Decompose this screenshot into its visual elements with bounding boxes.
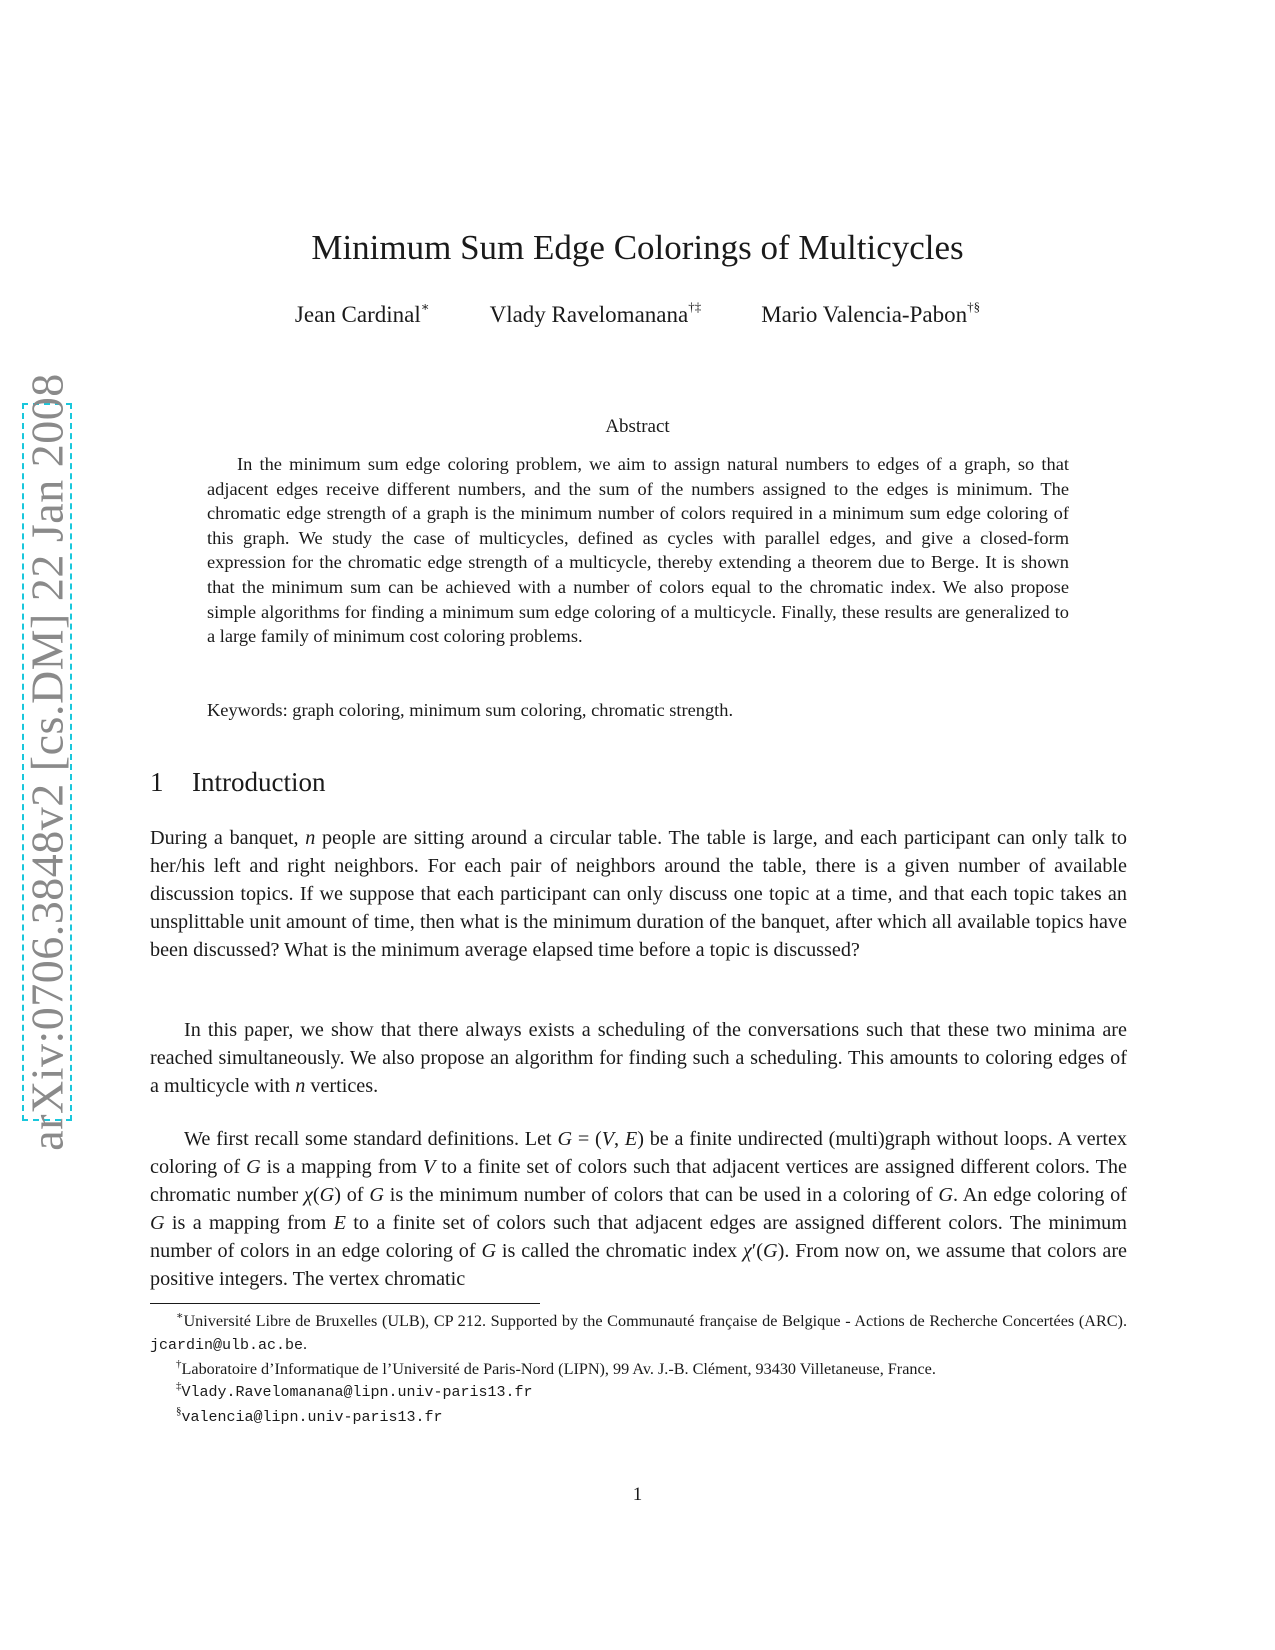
math-symbol: n (305, 827, 316, 849)
paragraph-text: is called the chromatic index (496, 1240, 743, 1263)
footnote-mark: † (176, 1357, 182, 1370)
footnotes (150, 1310, 1127, 1430)
author-3 (761, 299, 981, 328)
footnote-text: Laboratoire d’Informatique de l’Université de Paris-Nord (LIPN), 99 Av. J.-B. Clément, 93430 Villetaneuse, France. (181, 1359, 936, 1378)
math-symbol: G (150, 1212, 165, 1235)
math-symbol: G (938, 1184, 953, 1207)
math-symbol: G (557, 1128, 573, 1150)
footnote-email: Vlady.Ravelomanana@lipn.univ-paris13.fr (181, 1384, 533, 1402)
paragraph-text: ) of (334, 1184, 370, 1207)
intro-paragraph-3 (150, 1125, 1127, 1294)
footnote-email: valencia@lipn.univ-paris13.fr (181, 1409, 443, 1427)
paragraph-text: is a mapping from (164, 1212, 334, 1235)
author-1 (294, 299, 430, 328)
paragraph-text: ( (312, 1184, 320, 1207)
math-symbol: n (295, 1075, 306, 1098)
section-title: Introduction (192, 767, 326, 797)
math-symbol: G (319, 1184, 335, 1207)
author-marks: †‡ (688, 299, 702, 314)
paragraph-text: is a mapping from (260, 1156, 423, 1179)
footnote-tail: . (303, 1334, 308, 1353)
paragraph-text: = ( (572, 1128, 602, 1150)
math-symbol: χ (303, 1184, 313, 1207)
footnote-email: jcardin@ulb.ac.be (150, 1336, 304, 1354)
section-number: 1 (150, 767, 164, 797)
math-symbol: V (422, 1156, 436, 1179)
author-marks: †§ (967, 299, 981, 314)
paragraph-text: In this paper, we show that there always exists a scheduling of the conversations such that these two minima are reached simultaneously. We also propose an algorithm for finding such a scheduling. This amounts to coloring edges of a multicycle with (150, 1019, 1127, 1098)
math-symbol: V (601, 1128, 615, 1150)
author-marks: ∗ (420, 299, 430, 314)
paragraph-text: ). From now on, we assume that colors are positive integers. The vertex chromatic (150, 1240, 1128, 1291)
footnote-text: Université Libre de Bruxelles (ULB), CP 212. Supported by the Communauté française de Belgique - Actions de Recherche Concertées (ARC). (183, 1312, 1127, 1330)
footnote-3 (150, 1380, 1127, 1405)
math-symbol: E (333, 1212, 346, 1235)
arxiv-id: arXiv:0706.3848v2 [cs.DM] 22 Jan 2008 (21, 373, 73, 1151)
keywords: Keywords: graph coloring, minimum sum coloring, chromatic strength. (207, 700, 734, 720)
math-symbol: G (246, 1156, 261, 1179)
author-2 (489, 299, 702, 328)
footnote-rule (150, 1303, 540, 1304)
paragraph-text: to a finite set of colors such that adjacent vertices are assigned different colors. The chromatic number (150, 1156, 1127, 1207)
author-list (0, 299, 1275, 328)
footnote-4 (150, 1405, 1127, 1430)
author-name: Vlady Ravelomanana (489, 302, 689, 327)
paper-title: Minimum Sum Edge Colorings of Multicycles (311, 228, 964, 267)
abstract-text: In the minimum sum edge coloring problem, we aim to assign natural numbers to edges of a graph, so that adjacent edges receive different numbers, and the sum of the numbers assigned to the edges is minimum. The chromatic edge strength of a graph is the minimum number of colors required in a minimum sum edge coloring of this graph. We study the case of multicycles, defined as cycles with parallel edges, and give a closed-form expression for the chromatic edge strength of a multicycle, thereby extending a theorem due to Berge. It is shown that the minimum sum can be achieved with a number of colors equal to the chromatic index. We also propose simple algorithms for finding a minimum sum edge coloring of a multicycle. Finally, these results are generalized to a large family of minimum cost coloring problems. (207, 454, 1069, 647)
footnote-mark: § (176, 1405, 182, 1418)
author-name: Jean Cardinal (294, 302, 421, 327)
paragraph-text: We first recall some standard definitions. Let (184, 1128, 558, 1150)
intro-paragraph-1 (150, 824, 1127, 964)
paragraph-text: people are sitting around a circular table. The table is large, and each participant can only talk to her/his left and right neighbors. For each pair of neighbors around the table, there is a given number of available discussion topics. If we suppose that each participant can only discuss one topic at a time, and that each topic takes an unsplittable unit amount of time, then what is the minimum duration of the banquet, after which all available topics have been discussed? What is the minimum average elapsed time before a topic is discussed? (150, 827, 1127, 962)
math-symbol: χ (742, 1240, 752, 1263)
paragraph-text: ′( (751, 1240, 763, 1263)
footnote-1 (150, 1310, 1127, 1358)
paragraph-text: vertices. (305, 1075, 379, 1098)
intro-paragraph-2 (150, 1016, 1127, 1100)
math-symbol: G (369, 1184, 384, 1207)
paragraph-text: , (614, 1128, 625, 1150)
footnote-mark: ‡ (176, 1380, 182, 1393)
abstract-heading: Abstract (605, 416, 670, 437)
footnote-2 (150, 1358, 1127, 1381)
paragraph-text: During a banquet, (150, 827, 306, 849)
page-number: 1 (632, 1484, 643, 1505)
math-symbol: G (763, 1240, 778, 1263)
author-name: Mario Valencia-Pabon (761, 302, 968, 327)
paragraph-text: to a finite set of colors such that adjacent edges are assigned different colors. The minimum number of colors in an edge coloring of (150, 1212, 1127, 1263)
footnote-mark: ∗ (176, 1310, 184, 1322)
paragraph-text: is the minimum number of colors that can be used in a coloring of (383, 1184, 939, 1207)
math-symbol: E (624, 1128, 638, 1150)
paragraph-text: ) be a finite undirected (multi)graph without loops. A vertex coloring of (150, 1128, 1128, 1179)
paragraph-text: . An edge coloring of (953, 1184, 1127, 1207)
arxiv-stamp (21, 373, 73, 1151)
section-heading (150, 767, 325, 798)
math-symbol: G (481, 1240, 497, 1263)
